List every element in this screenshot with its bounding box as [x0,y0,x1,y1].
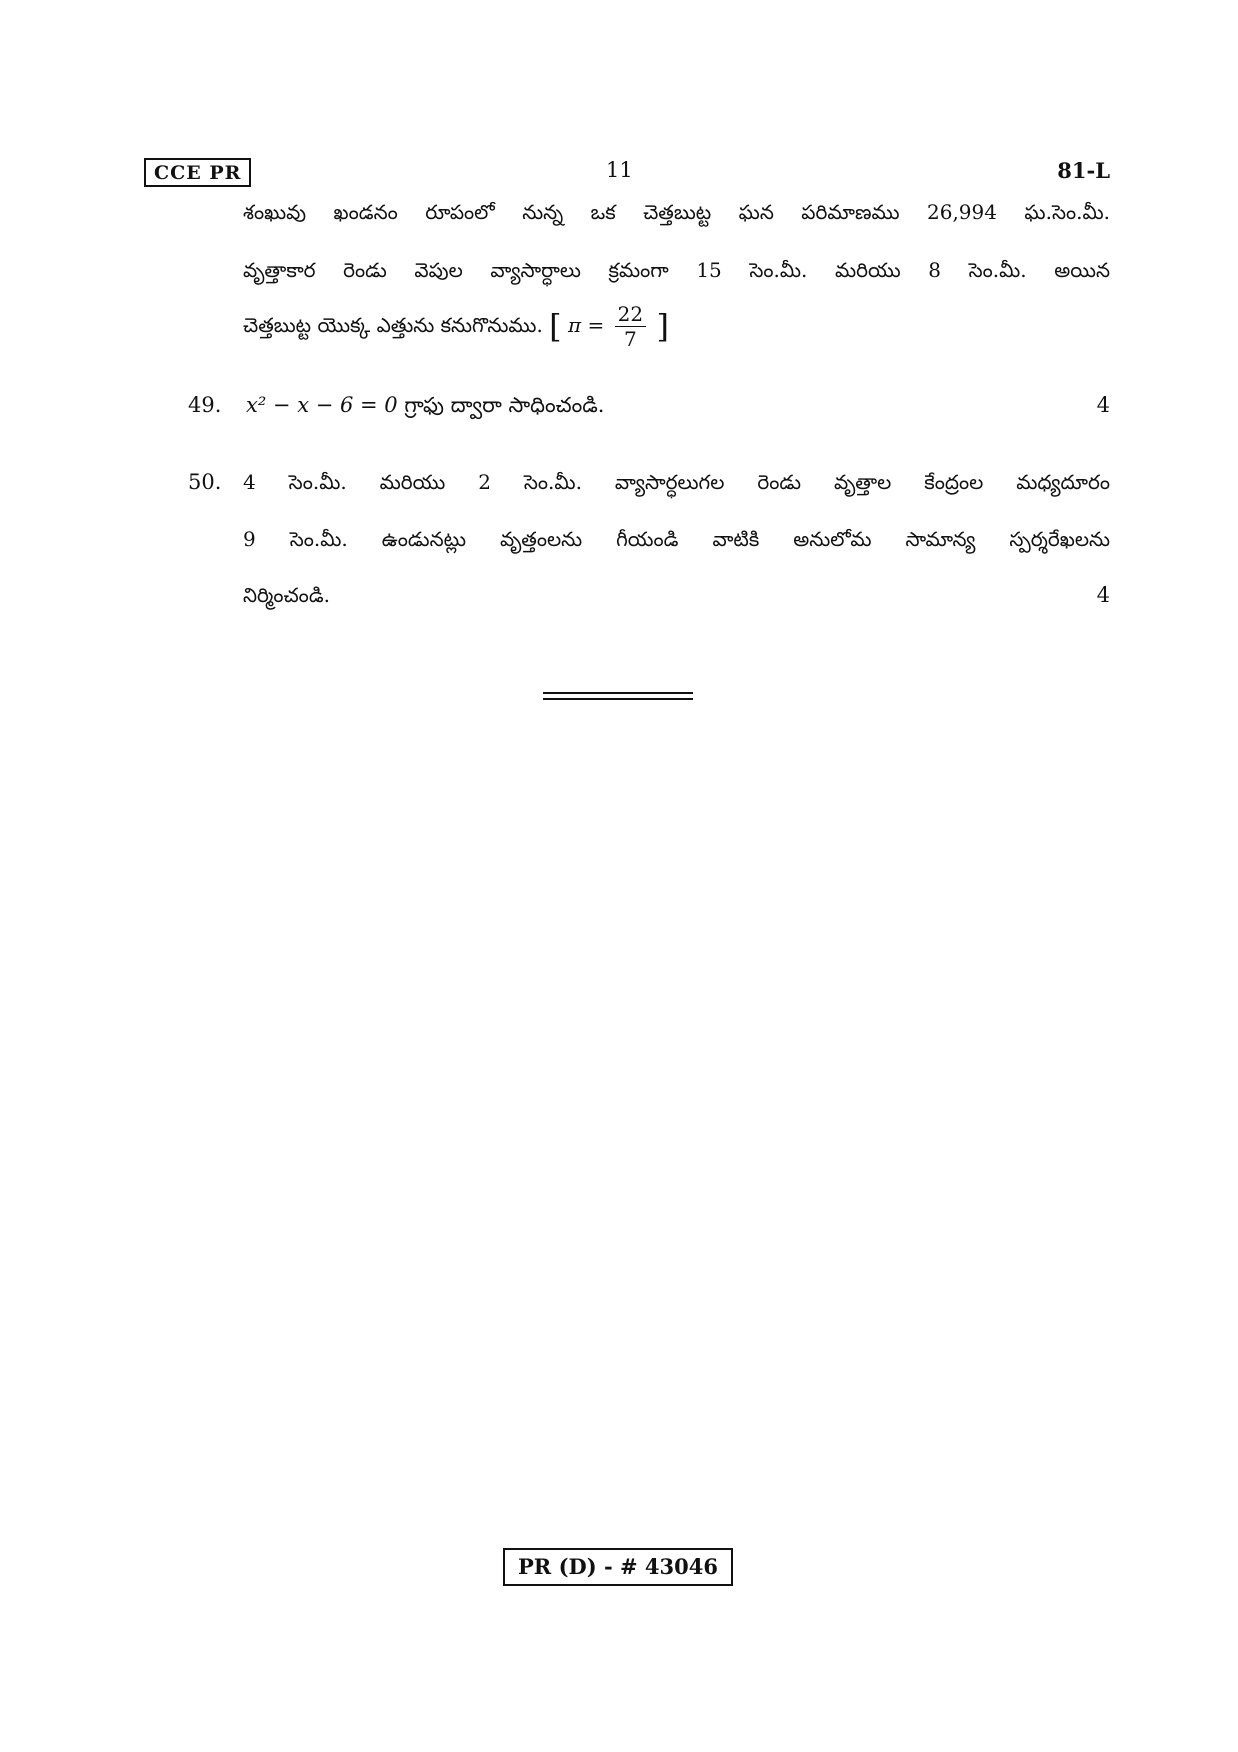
q48-line-1: శంఖువు ఖండనం రూపంలో నున్న ఒక చెత్తబుట్ట ఘన పరిమాణము 26,994 ఘ.సెం.మీ. [243,200,1110,224]
pi-denominator: 7 [624,327,637,351]
header-label-box: CCE PR [144,158,251,187]
page-number: 11 [606,158,633,182]
pi-numerator: 22 [615,302,646,327]
q49-body [246,393,604,423]
left-bracket: [ [549,307,562,346]
q48-line-3 [243,302,669,351]
pi-label: π = [568,313,605,337]
q50-line-1: 4 సెం.మీ. మరియు 2 సెం.మీ. వ్యాసార్ధలుగల రెండు వృత్తాల కేంద్రంల మధ్యదూరం [243,470,1110,494]
q48-line-2: వృత్తాకార రెండు వెపుల వ్యాసార్ధాలు క్రమంగా 15 సెం.మీ. మరియు 8 సెం.మీ. అయిన [243,258,1110,282]
right-bracket: ] [656,307,669,346]
end-rule-top [543,692,693,694]
footer-code-box: PR (D) - # 43046 [503,1548,733,1586]
q48-line-3-text: చెత్తబుట్ట యొక్క ఎత్తును కనుగొనుము. [243,313,543,337]
q50-line-3: నిర్మించండి. [243,583,330,607]
q49-number: 49. [188,393,222,417]
q50-marks: 4 [1096,583,1110,607]
q50-number: 50. [188,470,222,494]
q49-equation: x² − x − 6 = 0 [246,393,398,417]
q49-marks: 4 [1096,393,1110,417]
q50-line-2: 9 సెం.మీ. ఉండునట్లు వృత్తంలను గీయండి వాటికి అనులోమ సామాన్య స్పర్శరేఖలను [243,527,1110,551]
pi-fraction [615,302,646,351]
end-rule-bottom [543,698,693,700]
paper-code: 81-L [1057,158,1110,183]
q49-text: గ్రాఫు ద్వారా సాధించండి. [404,393,605,417]
